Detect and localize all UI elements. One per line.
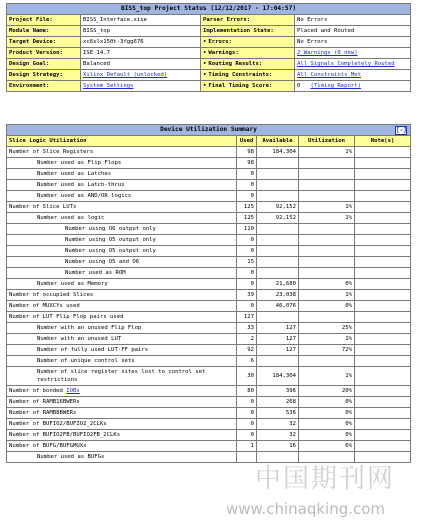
utilization-row bbox=[7, 290, 411, 301]
utilization-value bbox=[299, 246, 355, 257]
resource-name: Number used as AND/OR logics bbox=[7, 191, 237, 202]
status-label: Design Strategy: bbox=[7, 70, 81, 81]
utilization-row bbox=[7, 147, 411, 158]
watermark-chinese: 中国期刊网 bbox=[255, 464, 396, 494]
resource-name: Number of LUT Flip Flop pairs used bbox=[7, 312, 237, 323]
used-value: 0 bbox=[237, 397, 257, 408]
utilization-value bbox=[299, 268, 355, 279]
available-value: 127 bbox=[257, 334, 299, 345]
collapse-button[interactable]: [-] bbox=[396, 127, 407, 134]
utilization-value: 20% bbox=[299, 386, 355, 397]
status-row bbox=[7, 15, 411, 26]
utilization-value: 0% bbox=[299, 301, 355, 312]
status-value: Balanced bbox=[81, 59, 201, 70]
available-value bbox=[257, 312, 299, 323]
used-value: 2 bbox=[237, 334, 257, 345]
note-cell bbox=[355, 408, 411, 419]
utilization-value bbox=[299, 257, 355, 268]
status-label bbox=[201, 48, 295, 59]
utilization-value: 0% bbox=[299, 279, 355, 290]
utilization-row bbox=[7, 169, 411, 180]
utilization-value bbox=[299, 169, 355, 180]
resource-name: Number of slice register sites lost to control set restrictions bbox=[7, 367, 237, 386]
utilization-header-row bbox=[7, 136, 411, 147]
available-value bbox=[257, 191, 299, 202]
used-value: 110 bbox=[237, 224, 257, 235]
utilization-row bbox=[7, 202, 411, 213]
utilization-value bbox=[299, 312, 355, 323]
available-value bbox=[257, 180, 299, 191]
utilization-row bbox=[7, 180, 411, 191]
note-cell bbox=[355, 224, 411, 235]
resource-name: Number of bonded IOBs bbox=[7, 386, 237, 397]
utilization-value bbox=[299, 158, 355, 169]
resource-name: Number of Slice LUTs bbox=[7, 202, 237, 213]
resource-name: Number used as logic bbox=[7, 213, 237, 224]
utilization-row bbox=[7, 257, 411, 268]
resource-name: Number of BUFIO2/BUFIO2_2CLKs bbox=[7, 419, 237, 430]
used-value: 80 bbox=[237, 386, 257, 397]
bullet-icon: • bbox=[203, 50, 207, 56]
utilization-value: 0% bbox=[299, 430, 355, 441]
utilization-row bbox=[7, 367, 411, 386]
status-label-text: Parser Errors: bbox=[203, 17, 251, 23]
note-cell bbox=[355, 367, 411, 386]
note-cell bbox=[355, 345, 411, 356]
status-value: BISS_top bbox=[81, 26, 201, 37]
used-value: 39 bbox=[237, 290, 257, 301]
used-value: 0 bbox=[237, 430, 257, 441]
status-value-text: Placed and Routed bbox=[297, 28, 355, 34]
status-label bbox=[201, 37, 295, 48]
watermark-url: www.chinaqking.com bbox=[226, 500, 386, 518]
status-value bbox=[295, 48, 411, 59]
resource-name: Number used as ROM bbox=[7, 268, 237, 279]
available-value bbox=[257, 224, 299, 235]
note-cell bbox=[355, 147, 411, 158]
resource-name: Number used as Latches bbox=[7, 169, 237, 180]
note-cell bbox=[355, 158, 411, 169]
note-cell bbox=[355, 180, 411, 191]
utilization-row bbox=[7, 356, 411, 367]
bullet-icon: • bbox=[203, 72, 207, 78]
status-value-text: No Errors bbox=[297, 17, 328, 23]
used-value: 125 bbox=[237, 202, 257, 213]
device-utilization-table bbox=[6, 124, 411, 463]
resource-name: Number using O5 output only bbox=[7, 246, 237, 257]
available-value bbox=[257, 158, 299, 169]
resource-name: Number used as Flip Flops bbox=[7, 158, 237, 169]
used-value: 0 bbox=[237, 419, 257, 430]
status-row bbox=[7, 59, 411, 70]
resource-name: Number of RAMB16BWERs bbox=[7, 397, 237, 408]
note-cell bbox=[355, 213, 411, 224]
status-row bbox=[7, 26, 411, 37]
utilization-value: 1% bbox=[299, 202, 355, 213]
note-cell bbox=[355, 257, 411, 268]
note-cell bbox=[355, 268, 411, 279]
utilization-title bbox=[7, 125, 411, 136]
utilization-title-text: Device Utilization Summary bbox=[160, 126, 257, 133]
used-value: 0 bbox=[237, 191, 257, 202]
column-header: Note(s) bbox=[355, 136, 411, 147]
status-label: Module Name: bbox=[7, 26, 81, 37]
status-row bbox=[7, 81, 411, 92]
used-value: 92 bbox=[237, 345, 257, 356]
status-value[interactable]: Xilinx Default (unlocked) bbox=[81, 70, 201, 81]
note-cell bbox=[355, 246, 411, 257]
used-value: 0 bbox=[237, 408, 257, 419]
available-value: 46,076 bbox=[257, 301, 299, 312]
resource-name: Number of unique control sets bbox=[7, 356, 237, 367]
status-label-text: Errors: bbox=[208, 39, 232, 45]
utilization-value bbox=[299, 356, 355, 367]
note-cell bbox=[355, 169, 411, 180]
utilization-row bbox=[7, 386, 411, 397]
column-header: Used bbox=[237, 136, 257, 147]
status-value bbox=[295, 81, 411, 92]
available-value bbox=[257, 257, 299, 268]
available-value: 184,304 bbox=[257, 147, 299, 158]
available-value: 92,152 bbox=[257, 213, 299, 224]
resource-name: Number of Slice Registers bbox=[7, 147, 237, 158]
used-value: 15 bbox=[237, 257, 257, 268]
utilization-row bbox=[7, 408, 411, 419]
note-cell bbox=[355, 334, 411, 345]
utilization-row bbox=[7, 345, 411, 356]
project-status-title: BISS_top Project Status (12/12/2017 - 17:04:57) bbox=[7, 4, 411, 15]
note-cell bbox=[355, 430, 411, 441]
utilization-row bbox=[7, 191, 411, 202]
utilization-value: 0% bbox=[299, 408, 355, 419]
resource-name: Number with an unused Flip Flop bbox=[7, 323, 237, 334]
utilization-value bbox=[299, 224, 355, 235]
used-value: 0 bbox=[237, 279, 257, 290]
utilization-row bbox=[7, 224, 411, 235]
status-value bbox=[295, 59, 411, 70]
status-label bbox=[201, 70, 295, 81]
note-cell bbox=[355, 386, 411, 397]
resource-name: Number with an unused LUT bbox=[7, 334, 237, 345]
utilization-row bbox=[7, 213, 411, 224]
note-cell bbox=[355, 397, 411, 408]
status-value bbox=[295, 70, 411, 81]
available-value bbox=[257, 246, 299, 257]
timing-score: 0 bbox=[297, 83, 301, 89]
available-value: 127 bbox=[257, 345, 299, 356]
used-value: 1 bbox=[237, 441, 257, 452]
utilization-row bbox=[7, 419, 411, 430]
used-value: 0 bbox=[237, 235, 257, 246]
utilization-row bbox=[7, 158, 411, 169]
resource-name: Number of BUFG/BUFGMUXs bbox=[7, 441, 237, 452]
status-label: Product Version: bbox=[7, 48, 81, 59]
status-value: ISE 14.7 bbox=[81, 48, 201, 59]
utilization-row bbox=[7, 441, 411, 452]
utilization-value bbox=[299, 235, 355, 246]
available-value: 268 bbox=[257, 397, 299, 408]
utilization-value: 1% bbox=[299, 147, 355, 158]
note-cell bbox=[355, 419, 411, 430]
status-label-text: Routing Results: bbox=[208, 61, 263, 67]
status-value bbox=[295, 15, 411, 26]
available-value bbox=[257, 356, 299, 367]
note-cell bbox=[355, 279, 411, 290]
used-value: 0 bbox=[237, 301, 257, 312]
status-row bbox=[7, 48, 411, 59]
used-value: 98 bbox=[237, 158, 257, 169]
status-value bbox=[295, 37, 411, 48]
status-value: xc6slx150t-3fgg676 bbox=[81, 37, 201, 48]
status-link[interactable]: All Constraints Met bbox=[297, 72, 361, 78]
resource-name: Number used as Memory bbox=[7, 279, 237, 290]
status-label bbox=[201, 81, 295, 92]
note-cell bbox=[355, 356, 411, 367]
status-row bbox=[7, 70, 411, 81]
bullet-icon: • bbox=[203, 83, 207, 89]
used-value: 127 bbox=[237, 312, 257, 323]
available-value: 32 bbox=[257, 430, 299, 441]
available-value bbox=[257, 268, 299, 279]
used-value: 6 bbox=[237, 356, 257, 367]
available-value bbox=[257, 169, 299, 180]
available-value: 536 bbox=[257, 408, 299, 419]
resource-name: Number using O5 output only bbox=[7, 235, 237, 246]
status-value[interactable]: System Settings bbox=[81, 81, 201, 92]
used-value: 98 bbox=[237, 147, 257, 158]
available-value: 21,680 bbox=[257, 279, 299, 290]
resource-name: Number used as BUFGs bbox=[7, 452, 237, 463]
note-cell bbox=[355, 301, 411, 312]
used-value: 0 bbox=[237, 246, 257, 257]
column-header: Slice Logic Utilization bbox=[7, 136, 237, 147]
resource-name: Number using O5 and O6 bbox=[7, 257, 237, 268]
status-label: Target Device: bbox=[7, 37, 81, 48]
utilization-value: 72% bbox=[299, 345, 355, 356]
status-label: Environment: bbox=[7, 81, 81, 92]
utilization-value: 25% bbox=[299, 323, 355, 334]
status-link[interactable]: 2 Warnings (0 new) bbox=[297, 50, 358, 56]
used-value: 0 bbox=[237, 169, 257, 180]
resource-name: Number of BUFIO2FB/BUFIO2FB_2CLKs bbox=[7, 430, 237, 441]
used-value: 30 bbox=[237, 367, 257, 386]
resource-name: Number of fully used LUT-FF pairs bbox=[7, 345, 237, 356]
status-label bbox=[201, 26, 295, 37]
utilization-row bbox=[7, 235, 411, 246]
used-value: 125 bbox=[237, 213, 257, 224]
available-value: 396 bbox=[257, 386, 299, 397]
resource-name: Number of RAMB8BWERs bbox=[7, 408, 237, 419]
status-label-text: Timing Constraints: bbox=[208, 72, 273, 78]
utilization-row bbox=[7, 246, 411, 257]
column-header: Available bbox=[257, 136, 299, 147]
status-value: BISS_Interface.xise bbox=[81, 15, 201, 26]
utilization-row bbox=[7, 334, 411, 345]
available-value: 16 bbox=[257, 441, 299, 452]
used-value: 0 bbox=[237, 268, 257, 279]
used-value: 33 bbox=[237, 323, 257, 334]
bullet-icon: • bbox=[203, 61, 207, 67]
utilization-value bbox=[299, 191, 355, 202]
utilization-value: 0% bbox=[299, 419, 355, 430]
utilization-row bbox=[7, 323, 411, 334]
available-value: 92,152 bbox=[257, 202, 299, 213]
utilization-value bbox=[299, 180, 355, 191]
resource-name: Number using O6 output only bbox=[7, 224, 237, 235]
status-label: Design Goal: bbox=[7, 59, 81, 70]
status-label-text: Warnings: bbox=[208, 50, 239, 56]
utilization-value: 1% bbox=[299, 334, 355, 345]
status-row bbox=[7, 37, 411, 48]
available-value: 127 bbox=[257, 323, 299, 334]
bullet-icon: • bbox=[203, 39, 207, 45]
utilization-row bbox=[7, 397, 411, 408]
utilization-row bbox=[7, 301, 411, 312]
utilization-value: 6% bbox=[299, 441, 355, 452]
status-label-text: Implementation State: bbox=[203, 28, 274, 34]
note-cell bbox=[355, 235, 411, 246]
note-cell bbox=[355, 202, 411, 213]
utilization-row bbox=[7, 430, 411, 441]
available-value bbox=[257, 235, 299, 246]
note-cell bbox=[355, 312, 411, 323]
used-value bbox=[237, 452, 257, 463]
status-value-text: No Errors bbox=[297, 39, 328, 45]
note-cell bbox=[355, 290, 411, 301]
iobs-link[interactable]: IOBs bbox=[66, 388, 80, 394]
status-label: Project File: bbox=[7, 15, 81, 26]
utilization-row bbox=[7, 312, 411, 323]
utilization-value: 0% bbox=[299, 397, 355, 408]
status-label-text: Final Timing Score: bbox=[208, 83, 273, 89]
available-value: 184,304 bbox=[257, 367, 299, 386]
note-cell bbox=[355, 441, 411, 452]
status-link[interactable]: All Signals Completely Routed bbox=[297, 61, 395, 67]
utilization-row bbox=[7, 279, 411, 290]
project-status-table bbox=[6, 3, 411, 92]
resource-name: Number of occupied Slices bbox=[7, 290, 237, 301]
utilization-value: 1% bbox=[299, 213, 355, 224]
utilization-value: 1% bbox=[299, 290, 355, 301]
timing-report-link[interactable]: (Timing Report) bbox=[310, 83, 362, 89]
utilization-row bbox=[7, 268, 411, 279]
status-label bbox=[201, 59, 295, 70]
status-value bbox=[295, 26, 411, 37]
resource-name: Number used as Latch-thrus bbox=[7, 180, 237, 191]
note-cell bbox=[355, 191, 411, 202]
available-value: 32 bbox=[257, 419, 299, 430]
status-label bbox=[201, 15, 295, 26]
available-value: 23,038 bbox=[257, 290, 299, 301]
column-header: Utilization bbox=[299, 136, 355, 147]
utilization-value: 1% bbox=[299, 367, 355, 386]
resource-name: Number of MUXCYs used bbox=[7, 301, 237, 312]
used-value: 0 bbox=[237, 180, 257, 191]
note-cell bbox=[355, 323, 411, 334]
